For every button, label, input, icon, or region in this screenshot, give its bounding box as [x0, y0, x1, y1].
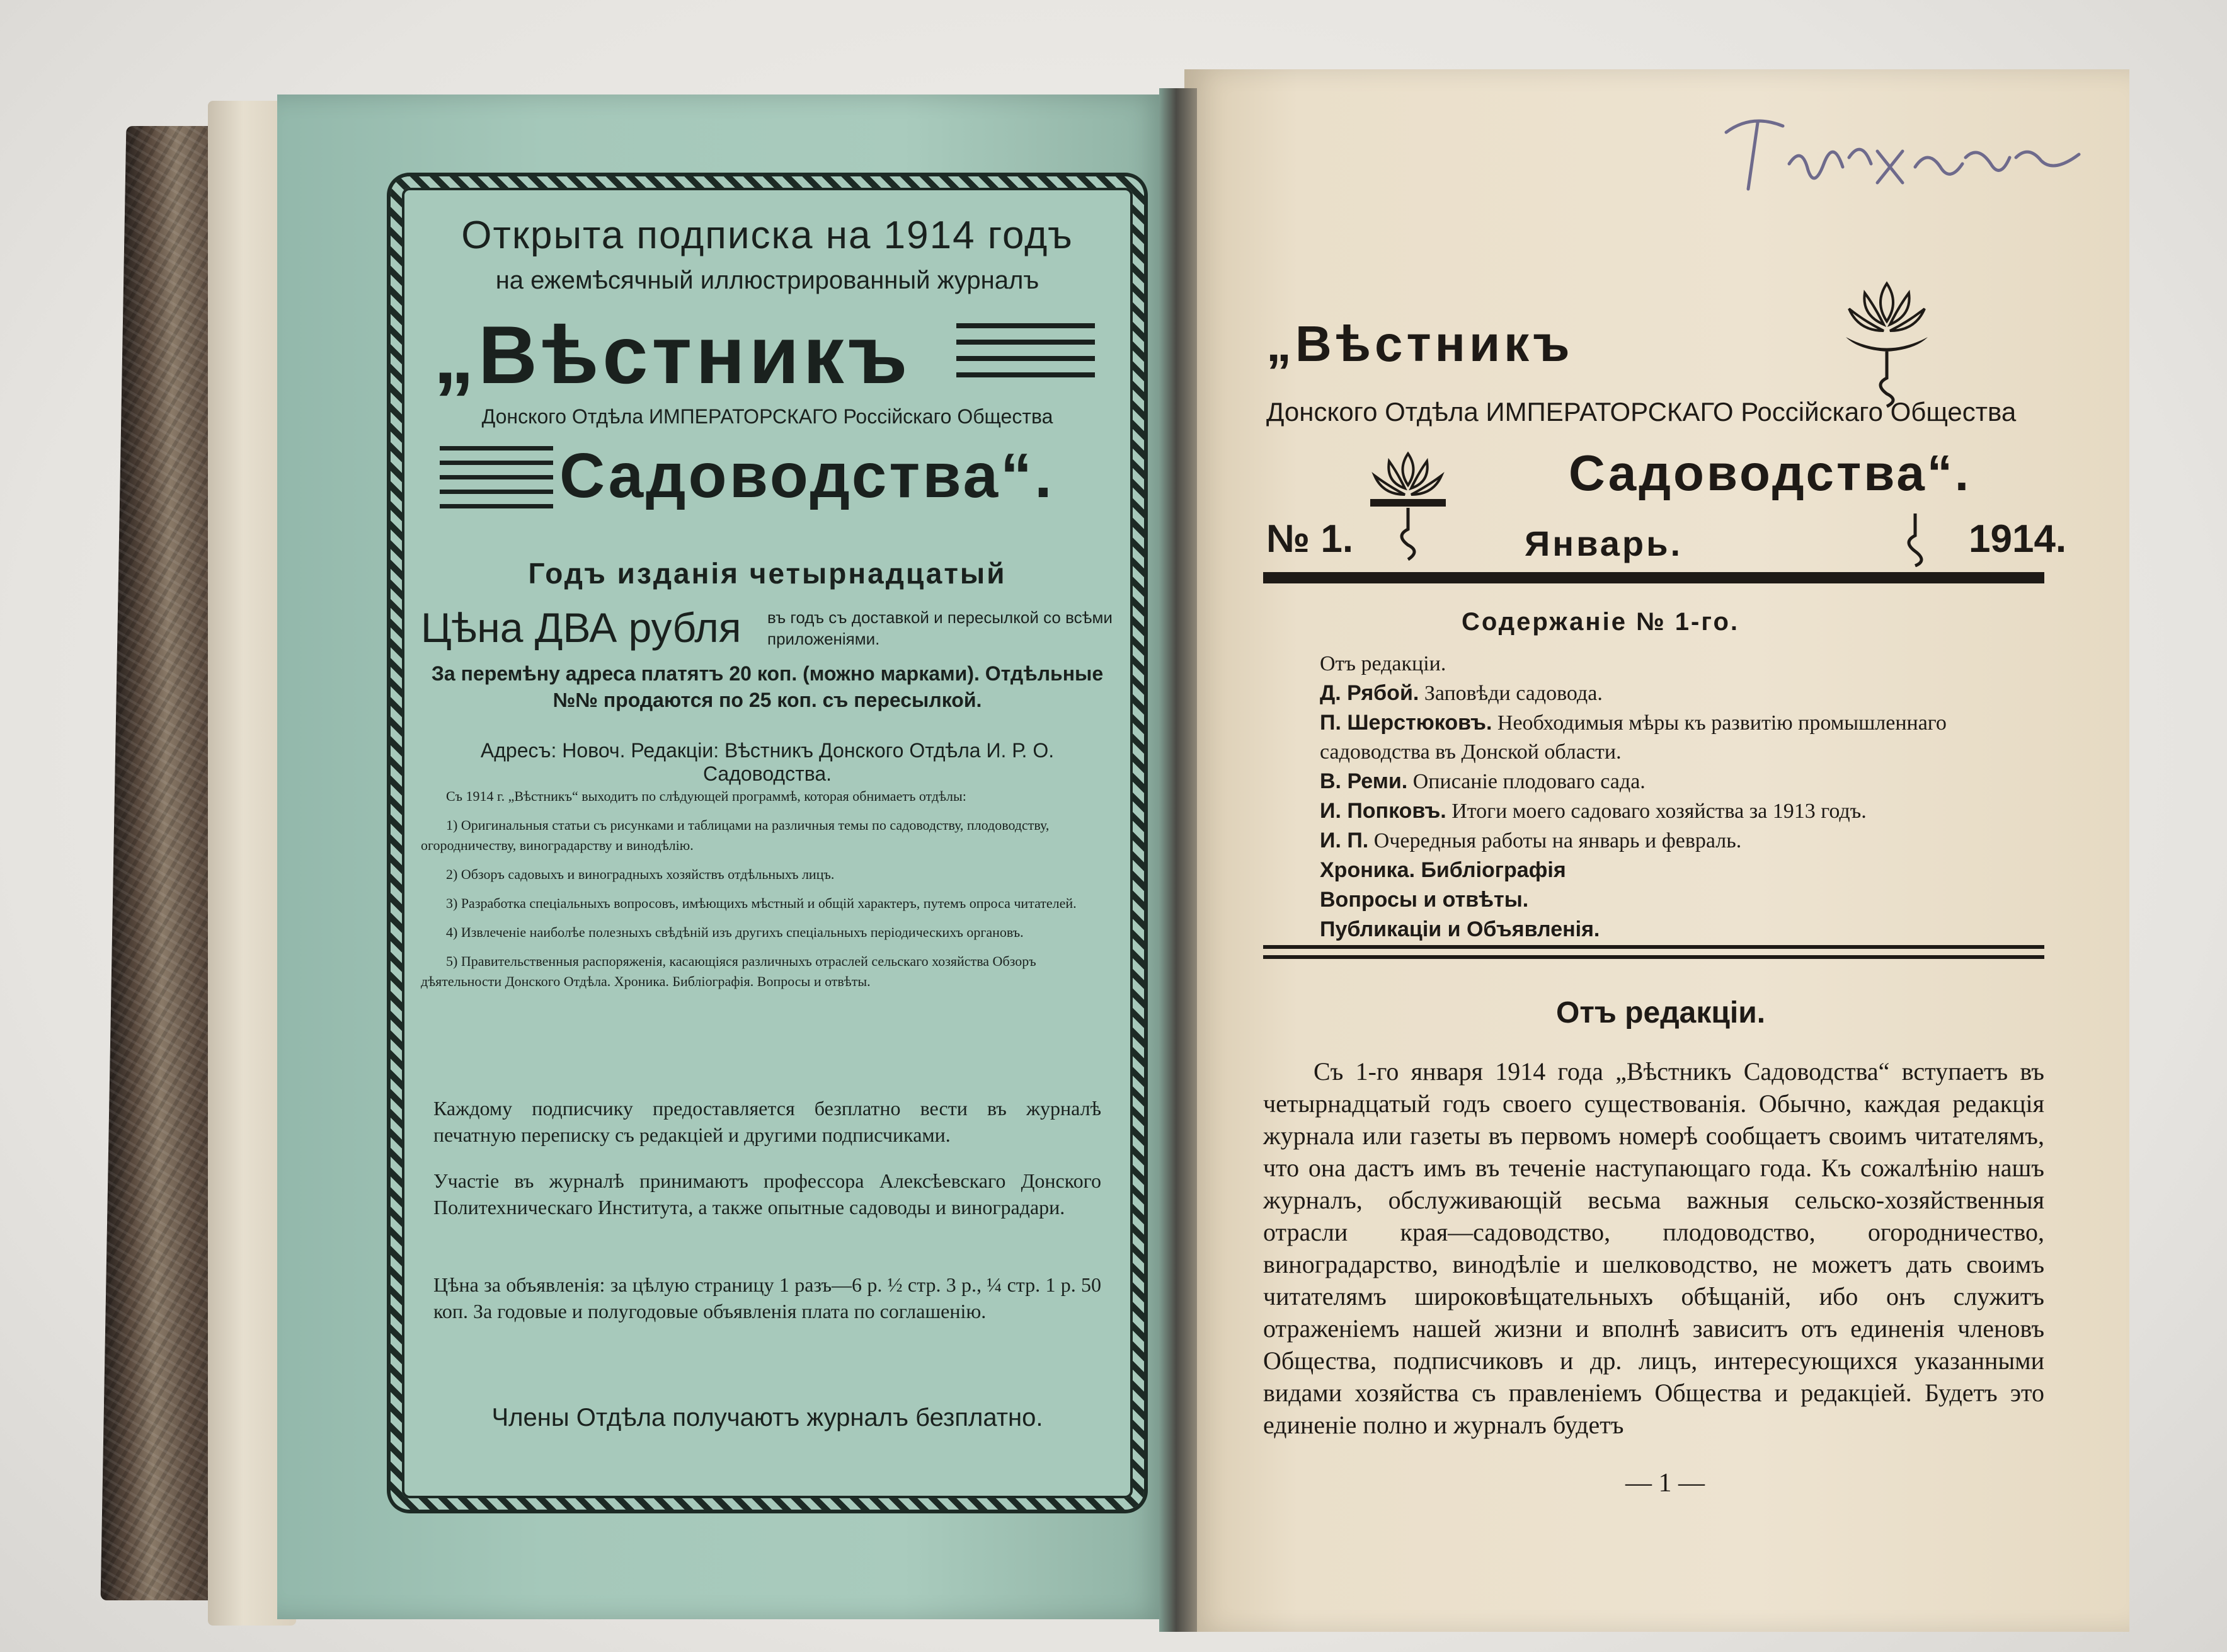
ad-subheading: на ежемѣсячный иллюстрированный журналъ [495, 267, 1039, 294]
journal-title-vestnik: „Вѣстникъ [1266, 316, 1574, 372]
program-item: 2) Обзоръ садовыхъ и виноградныхъ хозяйствъ отдѣльныхъ лицъ. [446, 866, 835, 882]
editorial-body [1263, 1055, 2044, 1441]
ad-ads-price-para: Цѣна за объявленія: за цѣлую страницу 1 разъ—6 р. ½ стр. 3 р., ¼ стр. 1 р. 50 коп. За годовые и полугодовые объявленія плата по соглашенію. [433, 1273, 1101, 1322]
program-item: 4) Извлеченіе наиболѣе полезныхъ свѣдѣній изъ другихъ спеціальныхъ періодическихъ органовъ. [446, 924, 1024, 940]
contents-rule [1263, 945, 2044, 949]
ad-members-note: Члены Отдѣла получаютъ журналъ безплатно. [491, 1404, 1043, 1431]
ad-title-sadovodstva: Садоводства“. [559, 440, 1055, 511]
contents-rule [1263, 955, 2044, 959]
ad-price: Цѣна ДВА рубля [421, 604, 741, 651]
handwritten-signature [1714, 95, 2092, 208]
book-gutter [1159, 88, 1197, 1632]
ad-address-change: За перемѣну адреса платятъ 20 коп. (можно марками). Отдѣльные №№ продаются по 25 коп. съ пересылкой. [431, 662, 1104, 711]
decorative-lines [956, 323, 1095, 389]
contents-item: Хроника. Библіографія [1320, 858, 1566, 882]
lotus-ornament-icon [1840, 277, 1934, 410]
ad-professors-para: Участіе въ журналѣ принимаютъ профессора Алексѣевскаго Донского Политехническаго Института, а также опытные садоводы и виноградари. [433, 1169, 1101, 1219]
header-rule [1263, 572, 2044, 583]
program-item: 3) Разработка спеціальныхъ вопросовъ, имѣющихъ мѣстный и общій характеръ, путемъ опроса читателей. [446, 895, 1077, 911]
ad-program [421, 786, 1114, 1001]
ad-address: Адресъ: Новоч. Редакціи: Вѣстникъ Донского Отдѣла И. Р. О. Садоводства. [480, 739, 1055, 785]
decorative-lines [440, 446, 553, 519]
contents-item: Вопросы и отвѣты. [1320, 888, 1529, 912]
table-of-contents [1320, 649, 2032, 944]
editorial-paragraph: Съ 1-го января 1914 года „Вѣстникъ Садоводства“ вступаетъ въ четырнадцатый годъ своего существованія. Обычно, каждая редакція журнала или газеты въ первомъ номерѣ сообщаетъ своимъ читателямъ, что она дастъ имъ въ теченіе наступающаго года. Къ сожалѣнію нашъ журналъ, обслуживающій весьма важныя сельско-хозяйственныя отрасли края—садоводство, плодоводство, огородничество, виноградарство, винодѣліе и шелководство, не можетъ дать своимъ читателямъ широковѣщательныхъ обѣщаній, ибо онъ служитъ отраженіемъ нашей жизни и вполнѣ зависитъ отъ единенія членовъ Общества, подписчиковъ и др. лицъ, интересующихся указанными видами хозяйства съ правленіемъ Общества и редакціей. Будетъ это единеніе полно и журналъ будетъ [1263, 1057, 2044, 1439]
ad-subscriber-para: Каждому подписчику предоставляется безплатно вести въ журналѣ печатную переписку съ редакціей и другими подписчиками. [433, 1097, 1101, 1146]
contents-item: П. Шерстюковъ. Необходимыя мѣры къ развитію промышленнаго садоводства въ Донской области. [1320, 711, 1947, 764]
contents-item: Отъ редакціи. [1320, 652, 1446, 675]
ad-heading: Открыта подписка на 1914 годъ [461, 214, 1073, 257]
subscription-ad-frame [391, 176, 1144, 1510]
issue-year: 1914. [1969, 517, 2067, 561]
ad-society: Донского Отдѣла ИМПЕРАТОРСКАГО Россійскаго Общества [481, 405, 1053, 428]
contents-item: В. Реми. Описаніе плодоваго сада. [1320, 769, 1646, 793]
contents-item: Публикаціи и Объявленія. [1320, 917, 1600, 941]
ad-year-line: Годъ изданія четырнадцатый [528, 557, 1007, 590]
contents-title: Содержаніе № 1-го. [1462, 608, 1740, 636]
journal-society: Донского Отдѣла ИМПЕРАТОРСКАГО Россійскаго Общества [1266, 397, 2017, 427]
contents-item: И. П. Очередныя работы на январь и февраль. [1320, 829, 1742, 852]
editorial-title: Отъ редакціи. [1556, 996, 1766, 1030]
lotus-ornament-icon [1367, 447, 1449, 561]
contents-item: Д. Рябой. Заповѣди садовода. [1320, 681, 1603, 705]
program-intro: Съ 1914 г. „Вѣстникъ“ выходитъ по слѣдующей программѣ, которая обнимаетъ отдѣлы: [446, 788, 966, 804]
journal-title-sadovodstva: Садоводства“. [1569, 445, 1972, 501]
ad-title-vestnik: „Вѣстникъ [433, 309, 912, 401]
issue-number: № 1. [1266, 517, 1354, 561]
program-item: 5) Правительственныя распоряженія, касающіяся различныхъ отраслей сельскаго хозяйства Обзоръ дѣятельности Донского Отдѣла. Хроника. Библіографія. Вопросы и отвѣты. [421, 953, 1036, 989]
curl-ornament-icon [1896, 510, 1934, 567]
issue-month: Январь. [1525, 524, 1683, 563]
page-number: — 1 — [1625, 1469, 1705, 1498]
program-item: 1) Оригинальныя статьи съ рисунками и таблицами на различныя темы по садоводству, плодоводству, огородничеству, виноградарству и винодѣлію. [421, 817, 1050, 853]
ad-price-note: въ годъ съ доставкой и пересылкой со всѣми приложеніями. [767, 608, 1113, 648]
contents-item: И. Попковъ. Итоги моего садоваго хозяйства за 1913 годъ. [1320, 799, 1867, 823]
